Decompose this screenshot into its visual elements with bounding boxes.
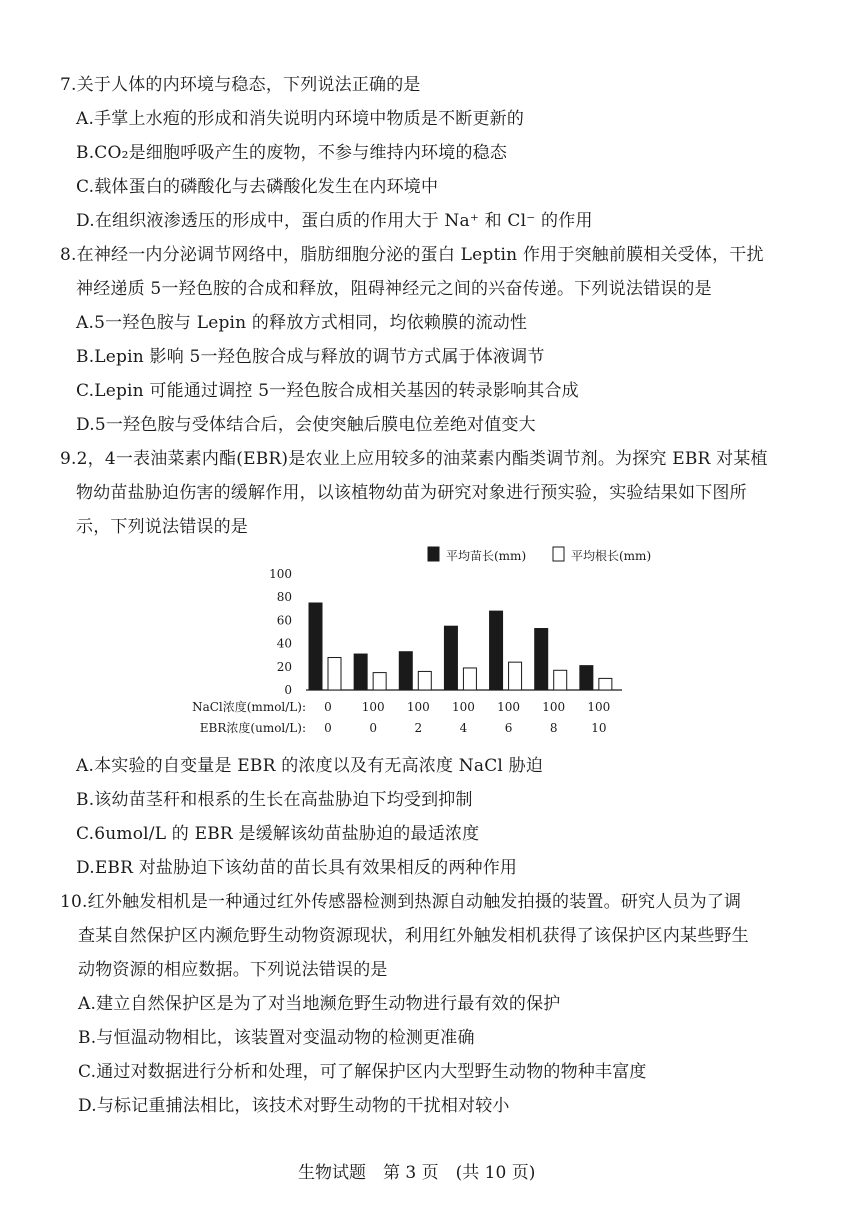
- y-tick-label: 20: [276, 659, 292, 674]
- y-tick-label: 100: [269, 567, 292, 581]
- bars: [309, 603, 612, 690]
- q10-option-b: B.与恒温动物相比，该装置对变温动物的检测更准确: [78, 1028, 475, 1048]
- x-tick-label: 0: [324, 700, 332, 714]
- y-tick-label: 0: [284, 683, 292, 697]
- bar-root-1: [328, 658, 341, 690]
- q9-option-b: B.该幼苗茎秆和根系的生长在高盐胁迫下均受到抑制: [76, 790, 473, 810]
- q9-stem-line-2: 物幼苗盐胁迫伤害的缓解作用，以该植物幼苗为研究对象进行预实验，实验结果如下图所: [76, 483, 747, 503]
- legend-label-2: 平均根长(mm): [571, 549, 652, 563]
- x-row-label-2: EBR浓度(umol/L):: [199, 721, 306, 735]
- bar-root-3: [418, 671, 431, 690]
- x-tick-label: 10: [591, 721, 607, 735]
- x-tick-label: 2: [414, 721, 423, 735]
- q7-option-a: A.手掌上水疱的形成和消失说明内环境中物质是不断更新的: [76, 109, 525, 129]
- x-tick-label: 100: [451, 700, 475, 714]
- chart-legend: [428, 547, 651, 563]
- x-tick-label: 100: [497, 700, 521, 714]
- x-tick-label: 100: [361, 700, 385, 714]
- q7-option-c: C.载体蛋白的磷酸化与去磷酸化发生在内环境中: [76, 177, 439, 197]
- x-tick-label: 0: [369, 721, 377, 735]
- bar-root-4: [463, 668, 476, 690]
- bar-root-6: [554, 670, 567, 690]
- x-tick-label: 6: [504, 721, 513, 735]
- x-tick-label: 100: [587, 700, 611, 714]
- q9-option-d: D.EBR 对盐胁迫下该幼苗的苗长具有效果相反的两种作用: [76, 858, 518, 878]
- x-tick-label: 8: [549, 721, 558, 735]
- q8-option-b: B.Lepin 影响 5一羟色胺合成与释放的调节方式属于体液调节: [76, 347, 545, 367]
- x-axis-labels: [192, 699, 610, 735]
- q8-stem-line-2: 神经递质 5一羟色胺的合成和释放，阻碍神经元之间的兴奋传递。下列说法错误的是: [76, 279, 712, 299]
- q7-option-d: D.在组织液渗透压的形成中，蛋白质的作用大于 Na⁺ 和 Cl⁻ 的作用: [76, 211, 593, 231]
- bar-seedling-4: [444, 626, 457, 690]
- q7-stem: 7.关于人体的内环境与稳态，下列说法正确的是: [60, 75, 421, 95]
- q7-option-b: B.CO₂是细胞呼吸产生的废物，不参与维持内环境的稳态: [76, 143, 508, 163]
- q10-stem-line-1: 10.红外触发相机是一种通过红外传感器检测到热源自动触发拍摄的装置。研究人员为了调: [60, 892, 742, 912]
- bar-seedling-6: [535, 629, 548, 690]
- q10-option-c: C.通过对数据进行分析和处理，可了解保护区内大型野生动物的物种丰富度: [78, 1062, 647, 1082]
- q10-option-d: D.与标记重捕法相比，该技术对野生动物的干扰相对较小: [78, 1096, 510, 1116]
- x-tick-label: 4: [459, 721, 468, 735]
- q10-stem-line-3: 动物资源的相应数据。下列说法错误的是: [78, 960, 388, 980]
- bar-root-7: [599, 678, 612, 690]
- bar-seedling-1: [309, 603, 322, 690]
- x-row-label-1: NaCl浓度(mmol/L):: [192, 700, 306, 714]
- bar-seedling-2: [354, 654, 367, 690]
- q9-option-c: C.6umol/L 的 EBR 是缓解该幼苗盐胁迫的最适浓度: [76, 824, 480, 844]
- q10-stem-line-2: 查某自然保护区内濒危野生动物资源现状，利用红外触发相机获得了该保护区内某些野生: [78, 926, 749, 946]
- page-footer: 生物试题 第 3 页 (共 10 页): [298, 1163, 536, 1183]
- bar-seedling-3: [399, 652, 412, 690]
- x-tick-label: 100: [406, 700, 430, 714]
- x-tick-label: 100: [542, 700, 566, 714]
- bar-chart: [192, 540, 670, 740]
- bar-seedling-7: [580, 666, 593, 690]
- bar-seedling-5: [490, 611, 503, 690]
- q8-option-d: D.5一羟色胺与受体结合后，会使突触后膜电位差绝对值变大: [76, 415, 536, 435]
- q9-option-a: A.本实验的自变量是 EBR 的浓度以及有无高浓度 NaCl 胁迫: [76, 756, 544, 776]
- bar-root-2: [373, 673, 386, 690]
- y-tick-label: 80: [276, 590, 292, 605]
- x-tick-label: 0: [324, 721, 332, 735]
- bar-root-5: [509, 662, 522, 690]
- legend-label-1: 平均苗长(mm): [446, 549, 527, 563]
- legend-swatch-1: [428, 547, 439, 561]
- q9-stem-line-1: 9.2，4一表油菜素内酯(EBR)是农业上应用较多的油菜素内酯类调节剂。为探究 EBR 对某植: [60, 449, 768, 469]
- y-tick-label: 60: [276, 613, 292, 628]
- q8-option-c: C.Lepin 可能通过调控 5一羟色胺合成相关基因的转录影响其合成: [76, 381, 579, 401]
- q8-option-a: A.5一羟色胺与 Lepin 的释放方式相同，均依赖膜的流动性: [76, 313, 528, 333]
- y-tick-label: 40: [276, 636, 292, 651]
- q8-stem-line-1: 8.在神经一内分泌调节网络中，脂肪细胞分泌的蛋白 Leptin 作用于突触前膜相关受体，干扰: [60, 245, 764, 265]
- legend-swatch-2: [553, 547, 564, 561]
- q9-stem-line-3: 示，下列说法错误的是: [76, 517, 248, 537]
- q10-option-a: A.建立自然保护区是为了对当地濒危野生动物进行最有效的保护: [78, 994, 561, 1014]
